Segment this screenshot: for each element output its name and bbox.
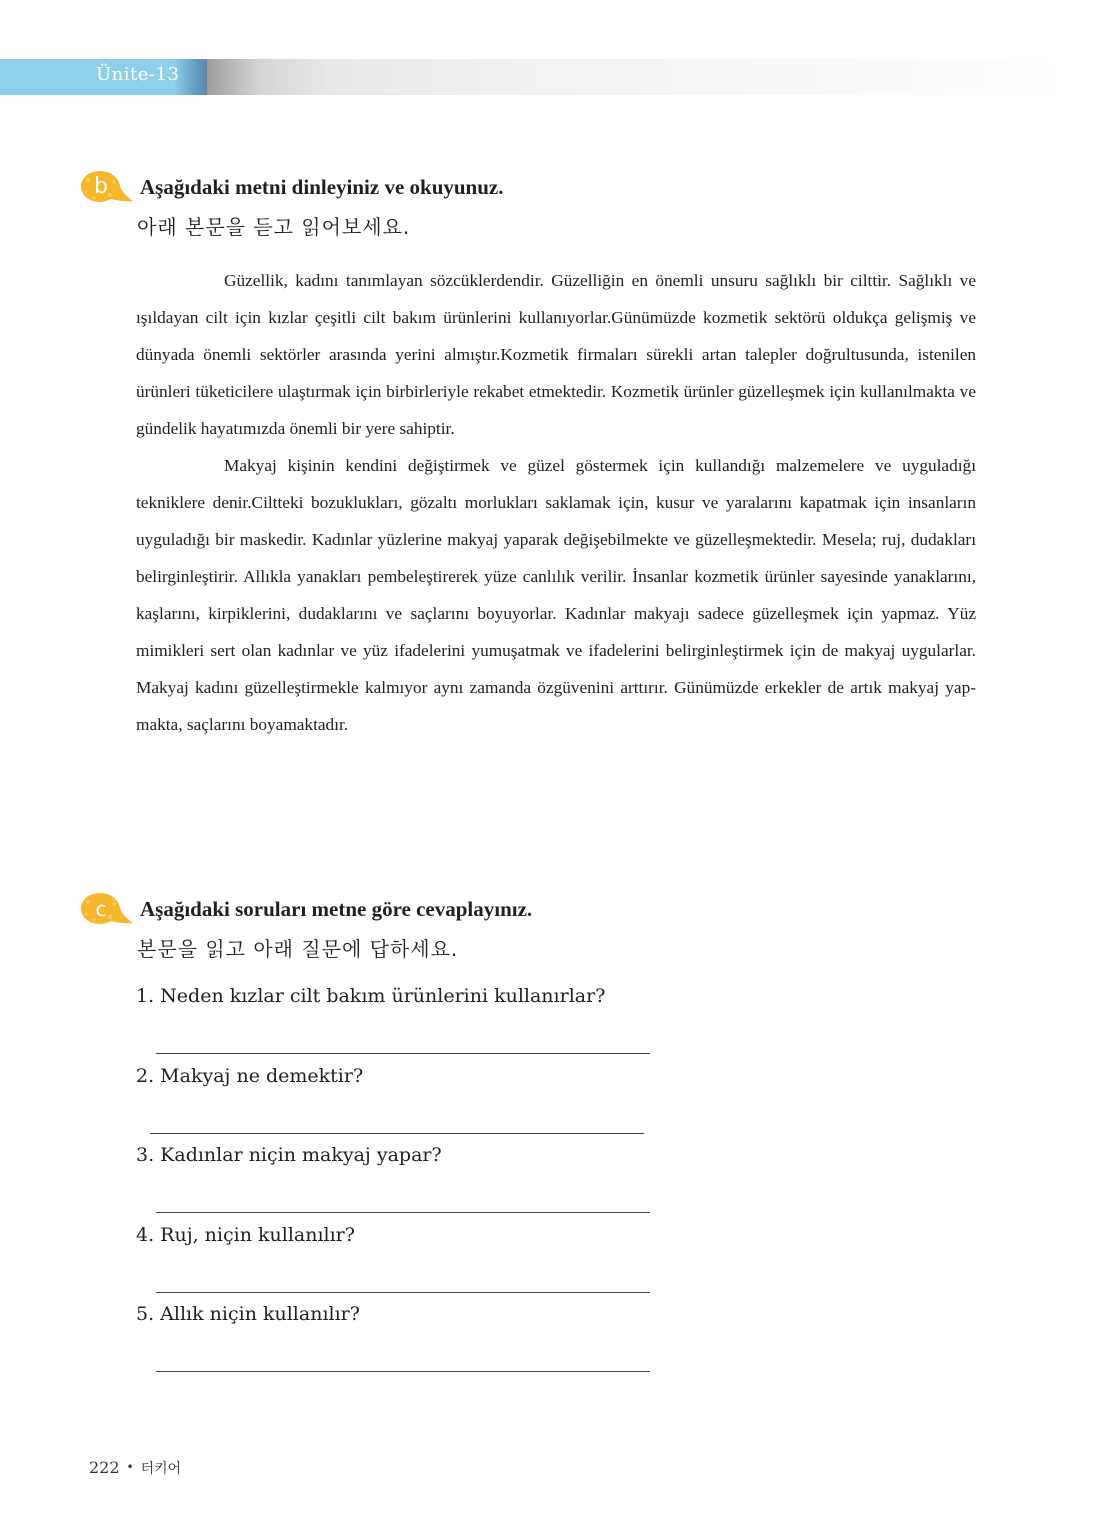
section-b-title: Aşağıdaki metni dinleyiniz ve okuyunuz. [140,175,504,199]
footer-separator: • [126,1460,134,1474]
answer-line[interactable] [156,1212,650,1213]
question-text: 1. Neden kızlar cilt bakım ürünlerini kullanırlar? [136,985,606,1007]
book-name: 터키어 [140,1461,182,1477]
question-text: 2. Makyaj ne demektir? [136,1064,364,1087]
answer-line[interactable] [156,1053,650,1054]
section-b-badge [80,170,134,204]
section-c-title: Aşağıdaki soruları metne göre cevaplayınız. [140,897,533,921]
section-c-letter: c [95,897,107,921]
page-footer [89,1458,181,1478]
question-item [136,1144,696,1224]
unit-label: Ünite-13 [96,64,180,85]
answer-line[interactable] [156,1371,650,1372]
passage-paragraph: Güzellik, kadını tanımlayan sözcüklerdendir. Güzelliğin en önemli unsuru sağlıklı bir cilttir. Sağlıklı ve ışıldayan cilt için kızlar çeşitli cilt bakım ürünlerini kullanıyorlar.Günümüzde kozmetik sektörü oldukça gelişmiş ve dünyada önemli sektörler arasında yerini almıştır.Kozmetik firmaları sürekli artan talepler doğrultusunda, istenilen ürünleri tüketicilere ulaştırmak için birbirleriyle rekabet etmektedir. Kozmetik ürünler güzelleşmek için kullanılmakta ve gündelik hayatımızda önemli bir yere sahiptir. [136,271,976,438]
question-item [136,1303,696,1383]
question-item [136,1224,696,1304]
passage-paragraph: Makyaj kişinin kendini değiştirmek ve güzel göstermek için kullandığı malzemelere ve uyguladığı tekniklere denir.Ciltteki bozuklukları, gözaltı morlukları saklamak için, kusur ve yaralarını kapatmak için insanların uyguladığı bir maskedir. Kadınlar yüzlerine makyaj yaparak değişebilmekte ve güzelleşmektedir. Mesela; ruj, dudakları belirginleştirir. Allıkla yanakları pembeleştirerek yüze canlılık verilir. İnsanlar kozmetik ürünler sayesinde yanaklarını, kaşlarını, kirpiklerini, dudaklarını ve saçlarını boyuyorlar. Kadınlar makyajı sadece güzelleşmek için yapmaz. Yüz mimikleri sert olan kadınlar ve yüz ifadelerini yumuşatmak ve ifadelerini belirginleştirmek için de makyaj uygularlar. Makyaj kadını güzelleştirmekle kalmıyor aynı zamanda özgüvenini arttırır. Günümüzde erkekler de artık makyaj yapmakta, saçlarını boyamaktadır. [136,456,976,734]
section-c-subtitle: 본문을 읽고 아래 질문에 답하세요. [137,937,459,961]
question-list [136,985,696,1383]
answer-line[interactable] [156,1292,650,1293]
section-b-subtitle: 아래 본문을 듣고 읽어보세요. [137,215,411,239]
question-item [136,1065,696,1145]
reading-passage [136,262,976,743]
header-gradient-bar [207,59,1067,95]
question-text: 3. Kadınlar niçin makyaj yapar? [136,1144,442,1166]
question-text: 5. Allık niçin kullanılır? [136,1303,360,1325]
page-number: 222 [89,1458,120,1477]
section-c-badge [80,892,134,926]
question-item [136,985,696,1065]
question-text: 4. Ruj, niçin kullanılır? [136,1223,355,1246]
unit-tab [0,59,207,95]
section-b-letter: b [94,174,108,199]
unit-header-band [0,59,1093,95]
answer-line[interactable] [150,1133,644,1134]
